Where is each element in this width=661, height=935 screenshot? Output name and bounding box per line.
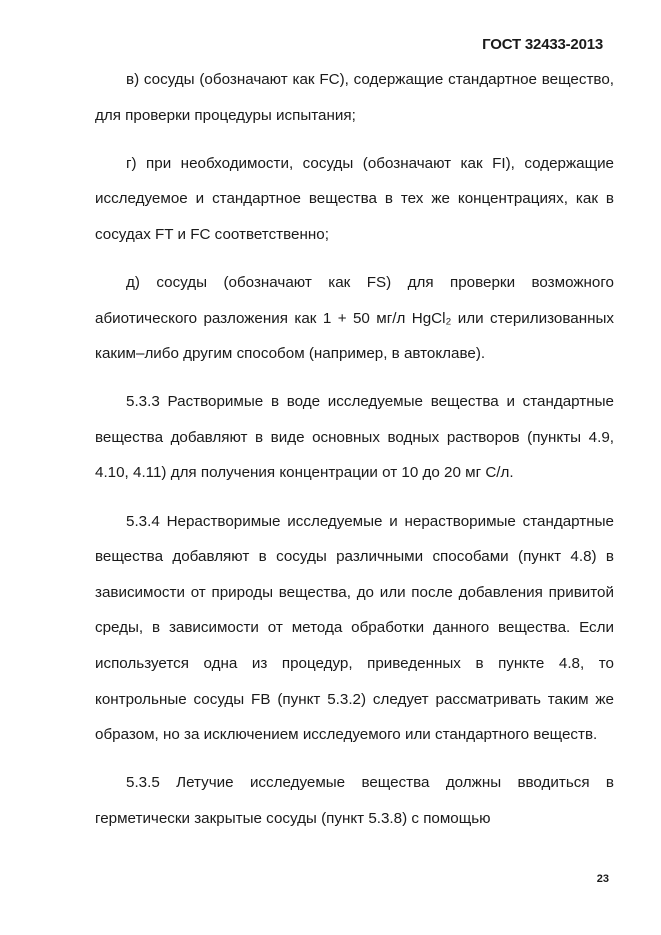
- paragraph-5-3-3: 5.3.3 Растворимые в воде исследуемые вещества и стандартные вещества добавляют в виде основных водных растворов (пункты 4.9, 4.10, 4.11) для получения концентрации от 10 до 20 мг С/л.: [95, 393, 614, 482]
- page-number: 23: [596, 873, 609, 885]
- paragraph-v: в) сосуды (обозначают как FC), содержащие стандартное вещество, для проверки процедуры испытания;: [95, 71, 614, 124]
- document-code: ГОСТ 32433-2013: [482, 36, 603, 53]
- paragraph-5-3-4: 5.3.4 Нерастворимые исследуемые и нерастворимые стандартные вещества добавляют в сосуды различными способами (пункт 4.8) в зависимости от природы вещества, до или после добавления привитой среды, в зависимости от метода обработки данного вещества. Если используется одна из процедур, приведенных в пункте 4.8, то контрольные сосуды FB (пункт 5.3.2) следует рассматривать таким же образом, но за исключением исследуемого или стандартного веществ.: [95, 512, 614, 744]
- paragraph-5-3-5: 5.3.5 Летучие исследуемые вещества должны вводиться в герметически закрытые сосуды (пункт 5.3.8) с помощью: [95, 774, 614, 827]
- paragraph-g: г) при необходимости, сосуды (обозначают как FI), содержащие исследуемое и стандартное вещества в тех же концентрациях, как в сосудах FT и FC соответственно;: [95, 154, 614, 243]
- page-body: [95, 62, 614, 849]
- paragraph-d: д) сосуды (обозначают как FS) для проверки возможного абиотического разложения как 1 + 50 мг/л HgCl₂ или стерилизованных каким–либо другим способом (например, в автоклаве).: [95, 273, 614, 363]
